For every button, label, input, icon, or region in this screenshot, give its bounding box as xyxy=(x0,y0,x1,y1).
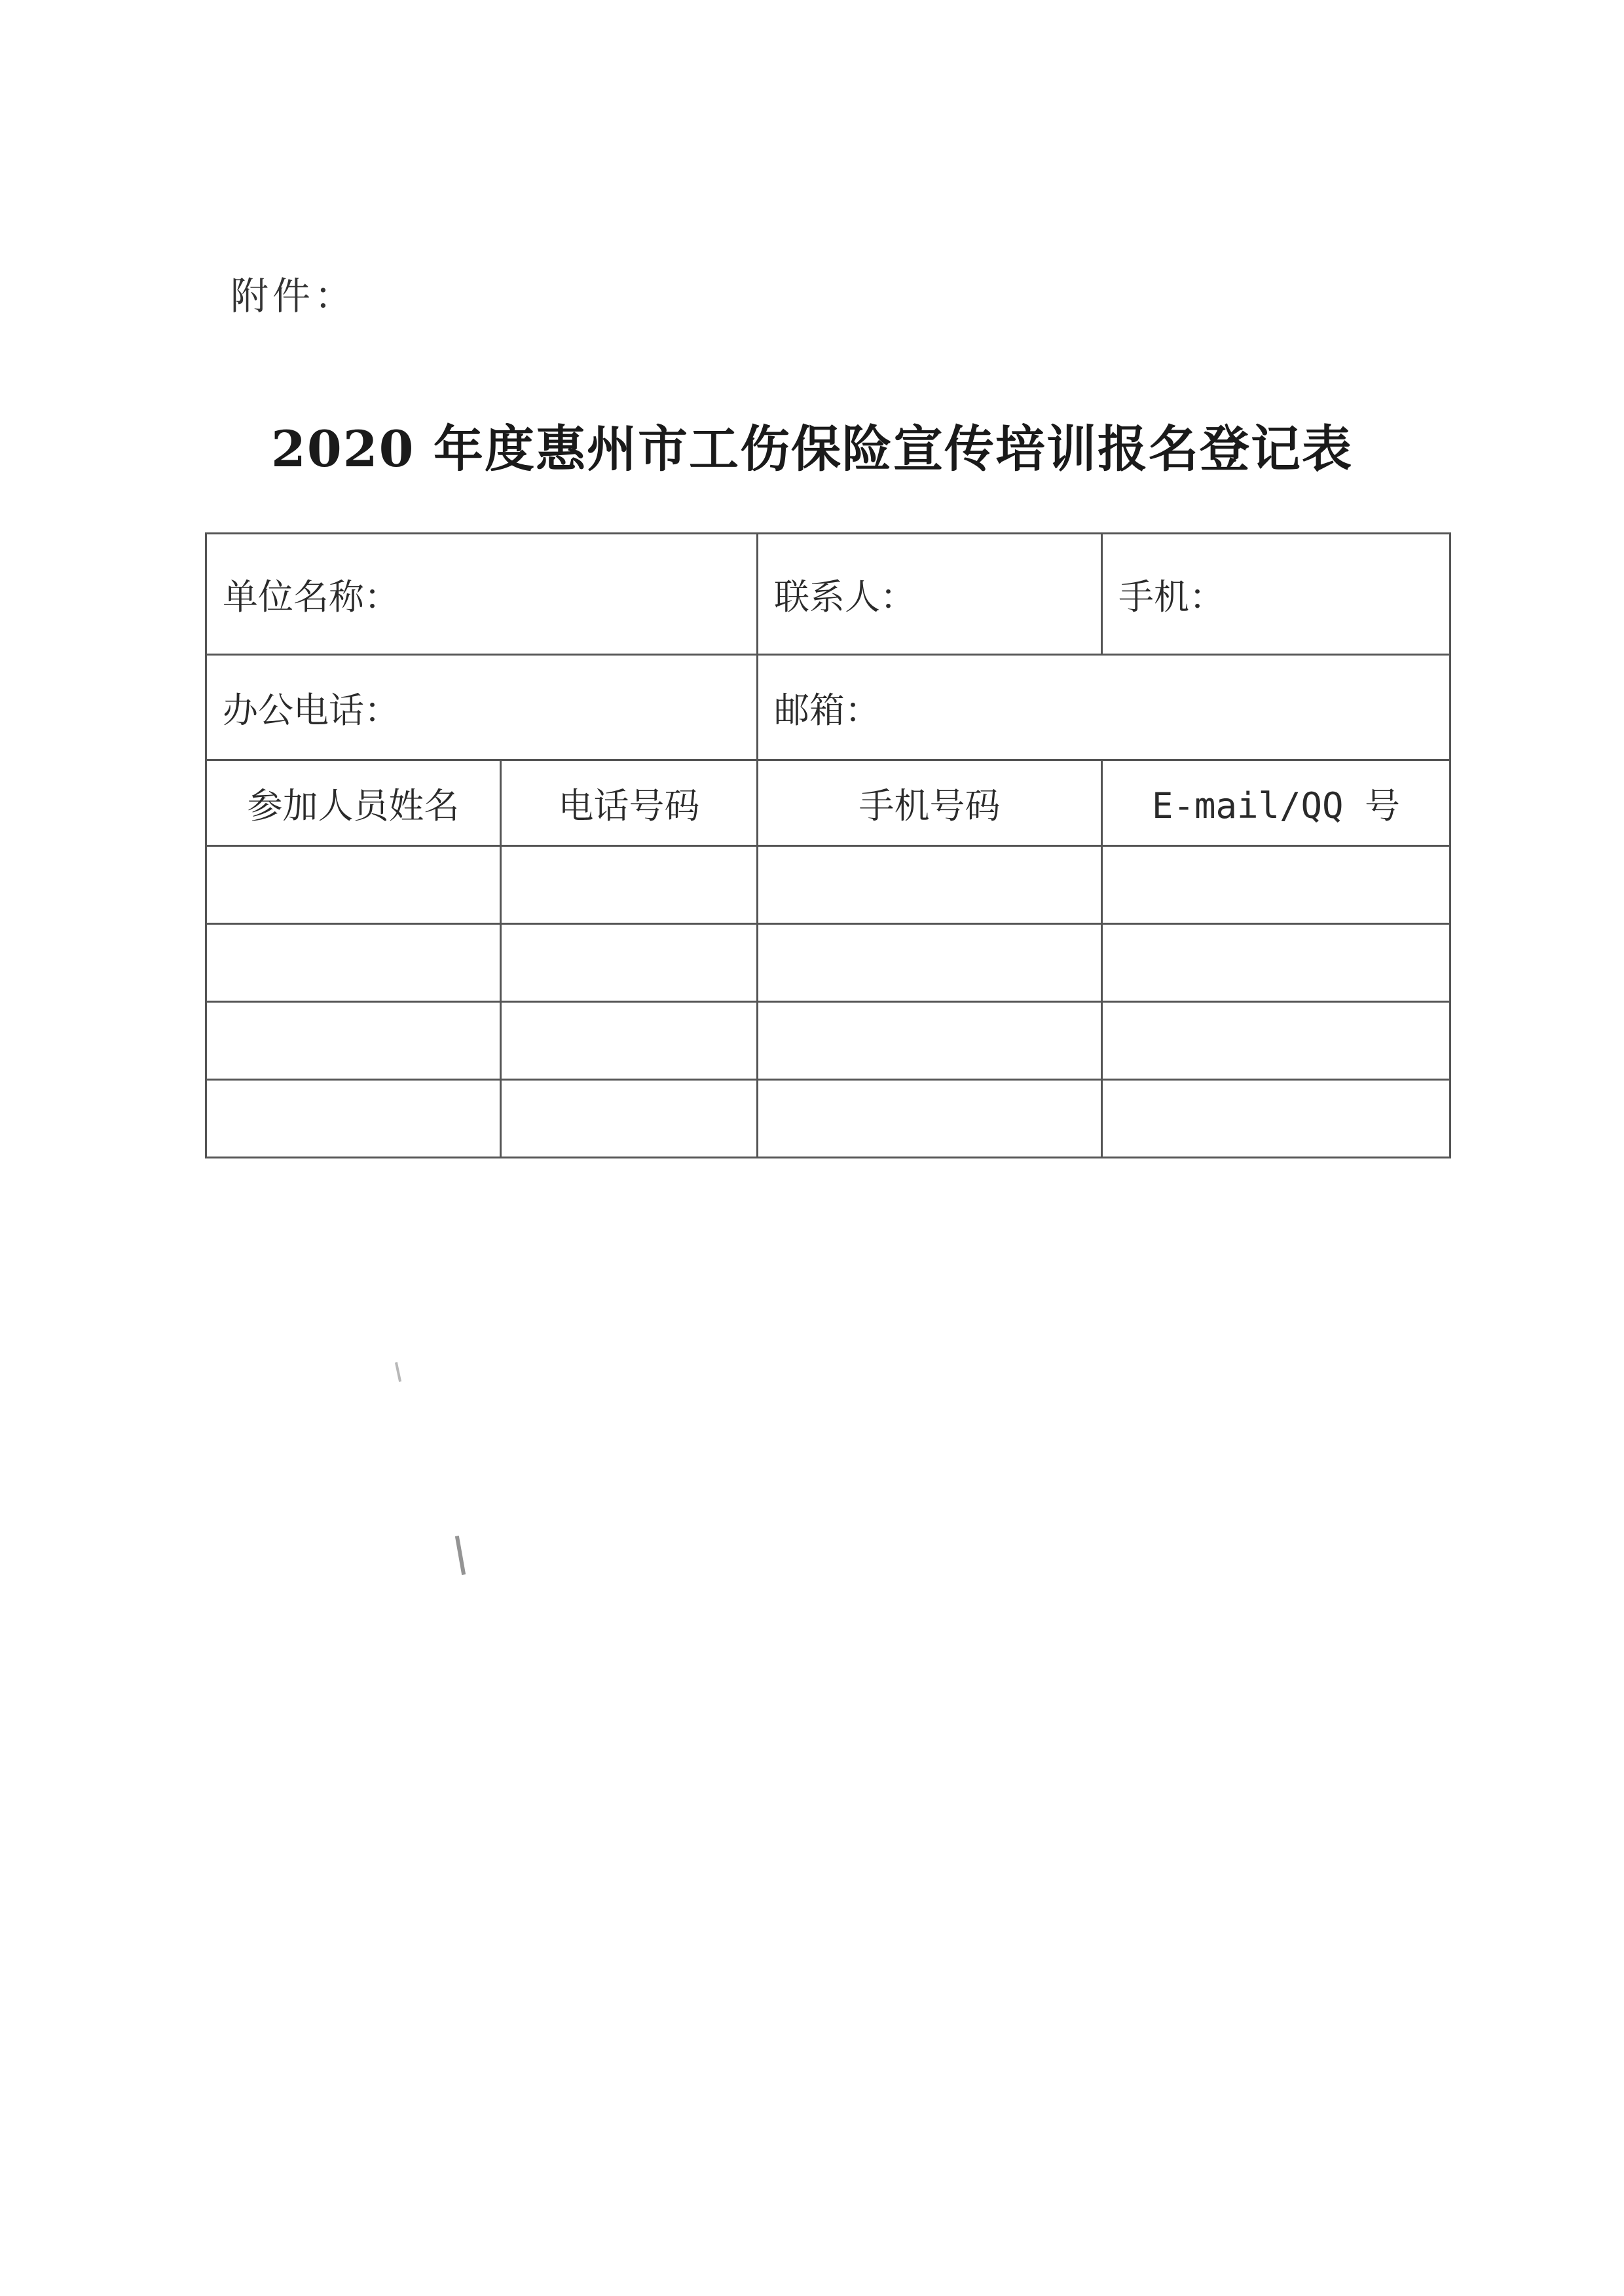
scan-speck xyxy=(395,1362,401,1382)
cell-participant-name[interactable] xyxy=(206,1002,501,1080)
cell-participant-name[interactable] xyxy=(206,1080,501,1158)
registration-form-table xyxy=(205,532,1451,1158)
cell-email-qq[interactable] xyxy=(1102,924,1450,1002)
cell-phone-number[interactable] xyxy=(501,846,758,924)
cell-phone-number[interactable] xyxy=(501,1002,758,1080)
header-mobile-number: 手机号码 xyxy=(758,760,1102,846)
cell-mobile-number[interactable] xyxy=(758,924,1102,1002)
email-label: 邮箱： xyxy=(774,689,880,731)
table-row xyxy=(206,846,1450,924)
page-title: 2020 年度惠州市工伤保险宣传培训报名登记表 xyxy=(271,420,1353,478)
unit-name-label: 单位名称： xyxy=(223,576,399,618)
header-phone-number: 电话号码 xyxy=(501,760,758,846)
info-row-phone xyxy=(206,655,1450,760)
contact-label: 联系人： xyxy=(774,576,915,618)
table-row xyxy=(206,1080,1450,1158)
cell-email-qq[interactable] xyxy=(1102,1002,1450,1080)
table-row xyxy=(206,1002,1450,1080)
cell-email-qq[interactable] xyxy=(1102,1080,1450,1158)
cell-phone-number[interactable] xyxy=(501,924,758,1002)
table-row xyxy=(206,924,1450,1002)
cell-mobile-number[interactable] xyxy=(758,1002,1102,1080)
office-phone-field[interactable] xyxy=(206,655,758,760)
info-row-unit xyxy=(206,534,1450,655)
table-header-row xyxy=(206,760,1450,846)
header-email-qq: E-mail/QQ 号 xyxy=(1102,760,1450,846)
attachment-label: 附件： xyxy=(231,274,357,318)
mobile-label: 手机： xyxy=(1118,576,1225,618)
contact-field[interactable] xyxy=(758,534,1102,655)
cell-participant-name[interactable] xyxy=(206,924,501,1002)
header-participant-name: 参加人员姓名 xyxy=(206,760,501,846)
cell-phone-number[interactable] xyxy=(501,1080,758,1158)
cell-email-qq[interactable] xyxy=(1102,846,1450,924)
unit-name-field[interactable] xyxy=(206,534,758,655)
cell-mobile-number[interactable] xyxy=(758,846,1102,924)
cell-participant-name[interactable] xyxy=(206,846,501,924)
office-phone-label: 办公电话： xyxy=(223,689,399,731)
mobile-field[interactable] xyxy=(1102,534,1450,655)
cell-mobile-number[interactable] xyxy=(758,1080,1102,1158)
scan-speck xyxy=(455,1536,466,1575)
email-field[interactable] xyxy=(758,655,1450,760)
